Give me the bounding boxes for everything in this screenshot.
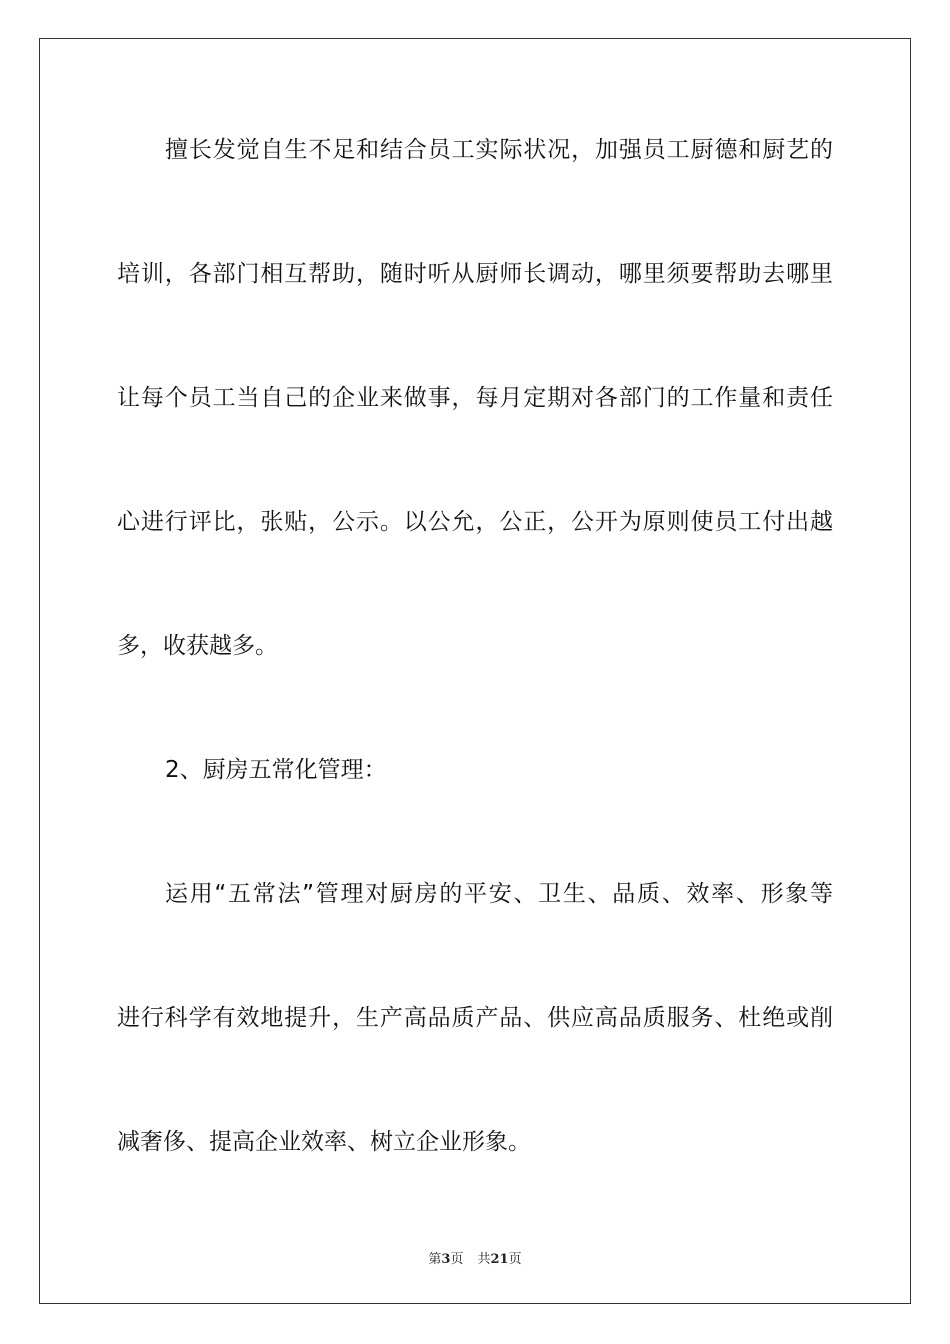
paragraph-line: 培训，各部门相互帮助，随时听从厨师长调动，哪里须要帮助去哪里 — [117, 261, 833, 287]
footer-page-suffix: 页 — [450, 1252, 464, 1267]
paragraph-line: 进行科学有效地提升，生产高品质产品、供应高品质服务、杜绝或削 — [117, 1005, 833, 1031]
footer-page-number: 3 — [441, 1252, 451, 1267]
paragraph-line: 心进行评比，张贴，公示。以公允，公正，公开为原则使员工付出越 — [117, 509, 833, 535]
page-border — [39, 38, 911, 1304]
footer-page-prefix: 第 — [428, 1252, 442, 1267]
footer-total-pages: 21 — [490, 1252, 509, 1267]
footer-total-suffix: 页 — [508, 1252, 522, 1267]
footer-total-prefix: 共 — [477, 1252, 491, 1267]
paragraph-line: 擅长发觉自生不足和结合员工实际状况，加强员工厨德和厨艺的 — [165, 137, 833, 163]
paragraph-line: 减奢侈、提高企业效率、树立企业形象。 — [117, 1129, 531, 1155]
page-footer — [0, 1248, 950, 1267]
section-heading: 2、厨房五常化管理： — [165, 757, 387, 783]
paragraph-line: 多，收获越多。 — [117, 633, 278, 659]
paragraph-line: 运用“五常法”管理对厨房的平安、卫生、品质、效率、形象等 — [165, 881, 833, 907]
paragraph-line: 让每个员工当自己的企业来做事，每月定期对各部门的工作量和责任 — [117, 385, 833, 411]
